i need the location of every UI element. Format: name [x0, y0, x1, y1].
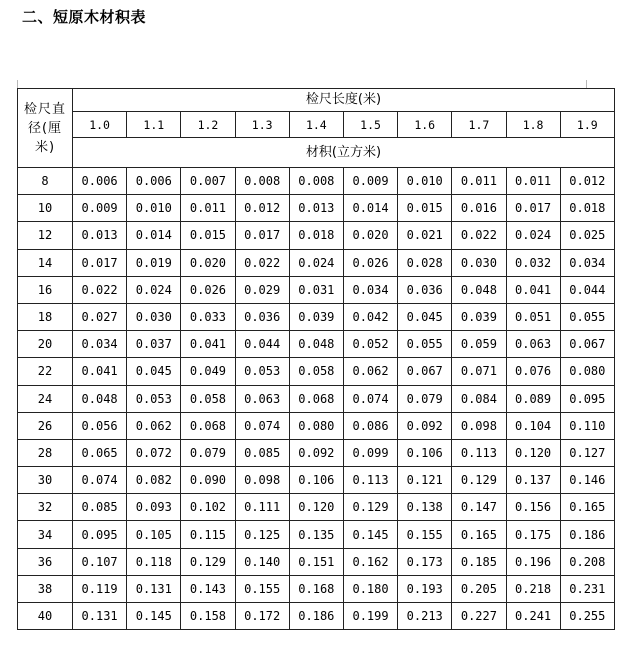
volume-cell: 0.120	[289, 494, 343, 521]
volume-cell: 0.018	[289, 222, 343, 249]
volume-cell: 0.028	[398, 249, 452, 276]
volume-cell: 0.019	[127, 249, 181, 276]
volume-cell: 0.044	[560, 276, 614, 303]
volume-cell: 0.071	[452, 358, 506, 385]
section-heading: 二、短原木材积表	[22, 8, 147, 26]
volume-cell: 0.055	[398, 331, 452, 358]
volume-cell: 0.115	[181, 521, 235, 548]
header-row-lengths	[18, 112, 615, 138]
volume-cell: 0.036	[235, 303, 289, 330]
volume-cell: 0.168	[289, 575, 343, 602]
volume-cell: 0.105	[127, 521, 181, 548]
volume-cell: 0.121	[398, 467, 452, 494]
volume-cell: 0.113	[452, 439, 506, 466]
volume-cell: 0.175	[506, 521, 560, 548]
volume-cell: 0.231	[560, 575, 614, 602]
volume-cell: 0.051	[506, 303, 560, 330]
volume-cell: 0.058	[289, 358, 343, 385]
volume-cell: 0.084	[452, 385, 506, 412]
volume-cell: 0.034	[560, 249, 614, 276]
volume-cell: 0.156	[506, 494, 560, 521]
table-row	[18, 603, 615, 630]
volume-cell: 0.031	[289, 276, 343, 303]
volume-cell: 0.107	[73, 548, 127, 575]
volume-cell: 0.012	[560, 168, 614, 195]
volume-cell: 0.041	[73, 358, 127, 385]
volume-cell: 0.196	[506, 548, 560, 575]
table-row	[18, 467, 615, 494]
volume-cell: 0.138	[398, 494, 452, 521]
diameter-cell: 28	[18, 439, 73, 466]
volume-cell: 0.082	[127, 467, 181, 494]
volume-cell: 0.022	[452, 222, 506, 249]
volume-cell: 0.089	[506, 385, 560, 412]
volume-cell: 0.074	[235, 412, 289, 439]
volume-cell: 0.008	[289, 168, 343, 195]
volume-cell: 0.039	[289, 303, 343, 330]
log-volume-table-body	[18, 89, 615, 630]
diameter-cell: 12	[18, 222, 73, 249]
length-header: 检尺长度(米)	[73, 89, 615, 112]
volume-cell: 0.180	[343, 575, 397, 602]
table-row	[18, 222, 615, 249]
table-row	[18, 521, 615, 548]
volume-cell: 0.006	[127, 168, 181, 195]
volume-cell: 0.062	[343, 358, 397, 385]
volume-cell: 0.145	[127, 603, 181, 630]
volume-cell: 0.039	[452, 303, 506, 330]
table-row	[18, 494, 615, 521]
volume-cell: 0.147	[452, 494, 506, 521]
volume-cell: 0.013	[289, 195, 343, 222]
volume-cell: 0.017	[506, 195, 560, 222]
volume-cell: 0.145	[343, 521, 397, 548]
volume-cell: 0.213	[398, 603, 452, 630]
volume-cell: 0.041	[181, 331, 235, 358]
volume-cell: 0.241	[506, 603, 560, 630]
volume-cell: 0.008	[235, 168, 289, 195]
volume-cell: 0.104	[506, 412, 560, 439]
volume-cell: 0.074	[343, 385, 397, 412]
volume-cell: 0.062	[127, 412, 181, 439]
volume-cell: 0.199	[343, 603, 397, 630]
table-row	[18, 331, 615, 358]
volume-cell: 0.049	[181, 358, 235, 385]
diameter-cell: 16	[18, 276, 73, 303]
volume-cell: 0.129	[343, 494, 397, 521]
length-header-cell: 1.4	[289, 112, 343, 138]
volume-cell: 0.055	[560, 303, 614, 330]
volume-cell: 0.255	[560, 603, 614, 630]
table-row	[18, 385, 615, 412]
volume-cell: 0.014	[127, 222, 181, 249]
volume-cell: 0.011	[506, 168, 560, 195]
volume-cell: 0.058	[181, 385, 235, 412]
volume-cell: 0.059	[452, 331, 506, 358]
header-row-volume-caption	[18, 138, 615, 168]
volume-cell: 0.129	[181, 548, 235, 575]
volume-cell: 0.143	[181, 575, 235, 602]
volume-cell: 0.165	[452, 521, 506, 548]
table-row	[18, 575, 615, 602]
volume-cell: 0.048	[289, 331, 343, 358]
volume-cell: 0.010	[127, 195, 181, 222]
diameter-cell: 22	[18, 358, 73, 385]
volume-cell: 0.036	[398, 276, 452, 303]
volume-cell: 0.079	[398, 385, 452, 412]
volume-cell: 0.110	[560, 412, 614, 439]
volume-cell: 0.041	[506, 276, 560, 303]
diameter-cell: 30	[18, 467, 73, 494]
volume-cell: 0.063	[235, 385, 289, 412]
table-row	[18, 439, 615, 466]
volume-cell: 0.155	[235, 575, 289, 602]
table-row	[18, 276, 615, 303]
table-row	[18, 358, 615, 385]
length-header-cell: 1.1	[127, 112, 181, 138]
volume-cell: 0.162	[343, 548, 397, 575]
volume-cell: 0.158	[181, 603, 235, 630]
volume-cell: 0.026	[343, 249, 397, 276]
diameter-cell: 8	[18, 168, 73, 195]
volume-cell: 0.030	[127, 303, 181, 330]
volume-cell: 0.173	[398, 548, 452, 575]
volume-cell: 0.106	[398, 439, 452, 466]
log-volume-table	[17, 88, 615, 630]
volume-cell: 0.131	[73, 603, 127, 630]
diameter-cell: 20	[18, 331, 73, 358]
diameter-cell: 18	[18, 303, 73, 330]
diameter-cell: 40	[18, 603, 73, 630]
volume-cell: 0.205	[452, 575, 506, 602]
diameter-cell: 10	[18, 195, 73, 222]
length-header-cell: 1.7	[452, 112, 506, 138]
volume-cell: 0.045	[398, 303, 452, 330]
volume-cell: 0.015	[181, 222, 235, 249]
volume-cell: 0.208	[560, 548, 614, 575]
volume-cell: 0.186	[289, 603, 343, 630]
volume-cell: 0.009	[343, 168, 397, 195]
volume-cell: 0.129	[452, 467, 506, 494]
diameter-cell: 34	[18, 521, 73, 548]
volume-cell: 0.127	[560, 439, 614, 466]
volume-cell: 0.029	[235, 276, 289, 303]
volume-cell: 0.172	[235, 603, 289, 630]
volume-cell: 0.098	[235, 467, 289, 494]
volume-cell: 0.022	[73, 276, 127, 303]
volume-cell: 0.086	[343, 412, 397, 439]
volume-cell: 0.227	[452, 603, 506, 630]
volume-cell: 0.009	[73, 195, 127, 222]
diameter-cell: 24	[18, 385, 73, 412]
header-row-length-caption	[18, 89, 615, 112]
volume-cell: 0.140	[235, 548, 289, 575]
volume-cell: 0.010	[398, 168, 452, 195]
volume-cell: 0.015	[398, 195, 452, 222]
volume-cell: 0.024	[127, 276, 181, 303]
volume-cell: 0.218	[506, 575, 560, 602]
volume-header: 材积(立方米)	[73, 138, 615, 168]
length-header-cell: 1.9	[560, 112, 614, 138]
volume-cell: 0.030	[452, 249, 506, 276]
volume-cell: 0.080	[289, 412, 343, 439]
volume-cell: 0.052	[343, 331, 397, 358]
volume-cell: 0.118	[127, 548, 181, 575]
volume-cell: 0.044	[235, 331, 289, 358]
volume-cell: 0.068	[289, 385, 343, 412]
volume-cell: 0.018	[560, 195, 614, 222]
volume-cell: 0.013	[73, 222, 127, 249]
volume-cell: 0.146	[560, 467, 614, 494]
volume-cell: 0.048	[73, 385, 127, 412]
volume-cell: 0.093	[127, 494, 181, 521]
volume-cell: 0.022	[235, 249, 289, 276]
volume-cell: 0.026	[181, 276, 235, 303]
volume-cell: 0.034	[73, 331, 127, 358]
volume-cell: 0.032	[506, 249, 560, 276]
diameter-header: 检尺直径(厘米)	[18, 89, 73, 168]
volume-cell: 0.065	[73, 439, 127, 466]
volume-cell: 0.067	[398, 358, 452, 385]
volume-cell: 0.042	[343, 303, 397, 330]
volume-cell: 0.085	[73, 494, 127, 521]
volume-cell: 0.027	[73, 303, 127, 330]
length-header-cell: 1.2	[181, 112, 235, 138]
length-header-cell: 1.6	[398, 112, 452, 138]
volume-cell: 0.076	[506, 358, 560, 385]
volume-cell: 0.017	[235, 222, 289, 249]
volume-cell: 0.186	[560, 521, 614, 548]
volume-cell: 0.085	[235, 439, 289, 466]
volume-cell: 0.011	[452, 168, 506, 195]
table-row	[18, 412, 615, 439]
table-row	[18, 168, 615, 195]
volume-cell: 0.125	[235, 521, 289, 548]
length-header-cell: 1.3	[235, 112, 289, 138]
volume-cell: 0.135	[289, 521, 343, 548]
volume-cell: 0.020	[343, 222, 397, 249]
volume-cell: 0.092	[398, 412, 452, 439]
volume-cell: 0.151	[289, 548, 343, 575]
volume-cell: 0.106	[289, 467, 343, 494]
volume-cell: 0.092	[289, 439, 343, 466]
volume-cell: 0.155	[398, 521, 452, 548]
table-row	[18, 195, 615, 222]
volume-cell: 0.095	[560, 385, 614, 412]
diameter-cell: 36	[18, 548, 73, 575]
volume-cell: 0.095	[73, 521, 127, 548]
volume-cell: 0.137	[506, 467, 560, 494]
volume-cell: 0.185	[452, 548, 506, 575]
volume-cell: 0.056	[73, 412, 127, 439]
volume-cell: 0.053	[235, 358, 289, 385]
volume-cell: 0.021	[398, 222, 452, 249]
volume-cell: 0.120	[506, 439, 560, 466]
volume-cell: 0.119	[73, 575, 127, 602]
volume-cell: 0.045	[127, 358, 181, 385]
volume-cell: 0.033	[181, 303, 235, 330]
table-row	[18, 303, 615, 330]
volume-cell: 0.165	[560, 494, 614, 521]
volume-cell: 0.063	[506, 331, 560, 358]
volume-cell: 0.024	[506, 222, 560, 249]
volume-cell: 0.113	[343, 467, 397, 494]
volume-cell: 0.053	[127, 385, 181, 412]
volume-cell: 0.034	[343, 276, 397, 303]
table-row	[18, 548, 615, 575]
length-header-cell: 1.0	[73, 112, 127, 138]
volume-cell: 0.011	[181, 195, 235, 222]
volume-cell: 0.079	[181, 439, 235, 466]
volume-cell: 0.020	[181, 249, 235, 276]
length-header-cell: 1.8	[506, 112, 560, 138]
diameter-cell: 14	[18, 249, 73, 276]
volume-cell: 0.102	[181, 494, 235, 521]
volume-cell: 0.074	[73, 467, 127, 494]
volume-cell: 0.193	[398, 575, 452, 602]
volume-cell: 0.025	[560, 222, 614, 249]
volume-cell: 0.012	[235, 195, 289, 222]
volume-cell: 0.099	[343, 439, 397, 466]
volume-cell: 0.016	[452, 195, 506, 222]
volume-cell: 0.024	[289, 249, 343, 276]
volume-cell: 0.131	[127, 575, 181, 602]
diameter-cell: 26	[18, 412, 73, 439]
volume-cell: 0.090	[181, 467, 235, 494]
diameter-cell: 32	[18, 494, 73, 521]
volume-cell: 0.007	[181, 168, 235, 195]
volume-cell: 0.006	[73, 168, 127, 195]
volume-cell: 0.068	[181, 412, 235, 439]
volume-cell: 0.098	[452, 412, 506, 439]
table-row	[18, 249, 615, 276]
volume-cell: 0.067	[560, 331, 614, 358]
volume-cell: 0.037	[127, 331, 181, 358]
length-header-cell: 1.5	[343, 112, 397, 138]
diameter-cell: 38	[18, 575, 73, 602]
volume-cell: 0.048	[452, 276, 506, 303]
volume-cell: 0.017	[73, 249, 127, 276]
volume-cell: 0.014	[343, 195, 397, 222]
volume-cell: 0.072	[127, 439, 181, 466]
volume-cell: 0.111	[235, 494, 289, 521]
volume-cell: 0.080	[560, 358, 614, 385]
